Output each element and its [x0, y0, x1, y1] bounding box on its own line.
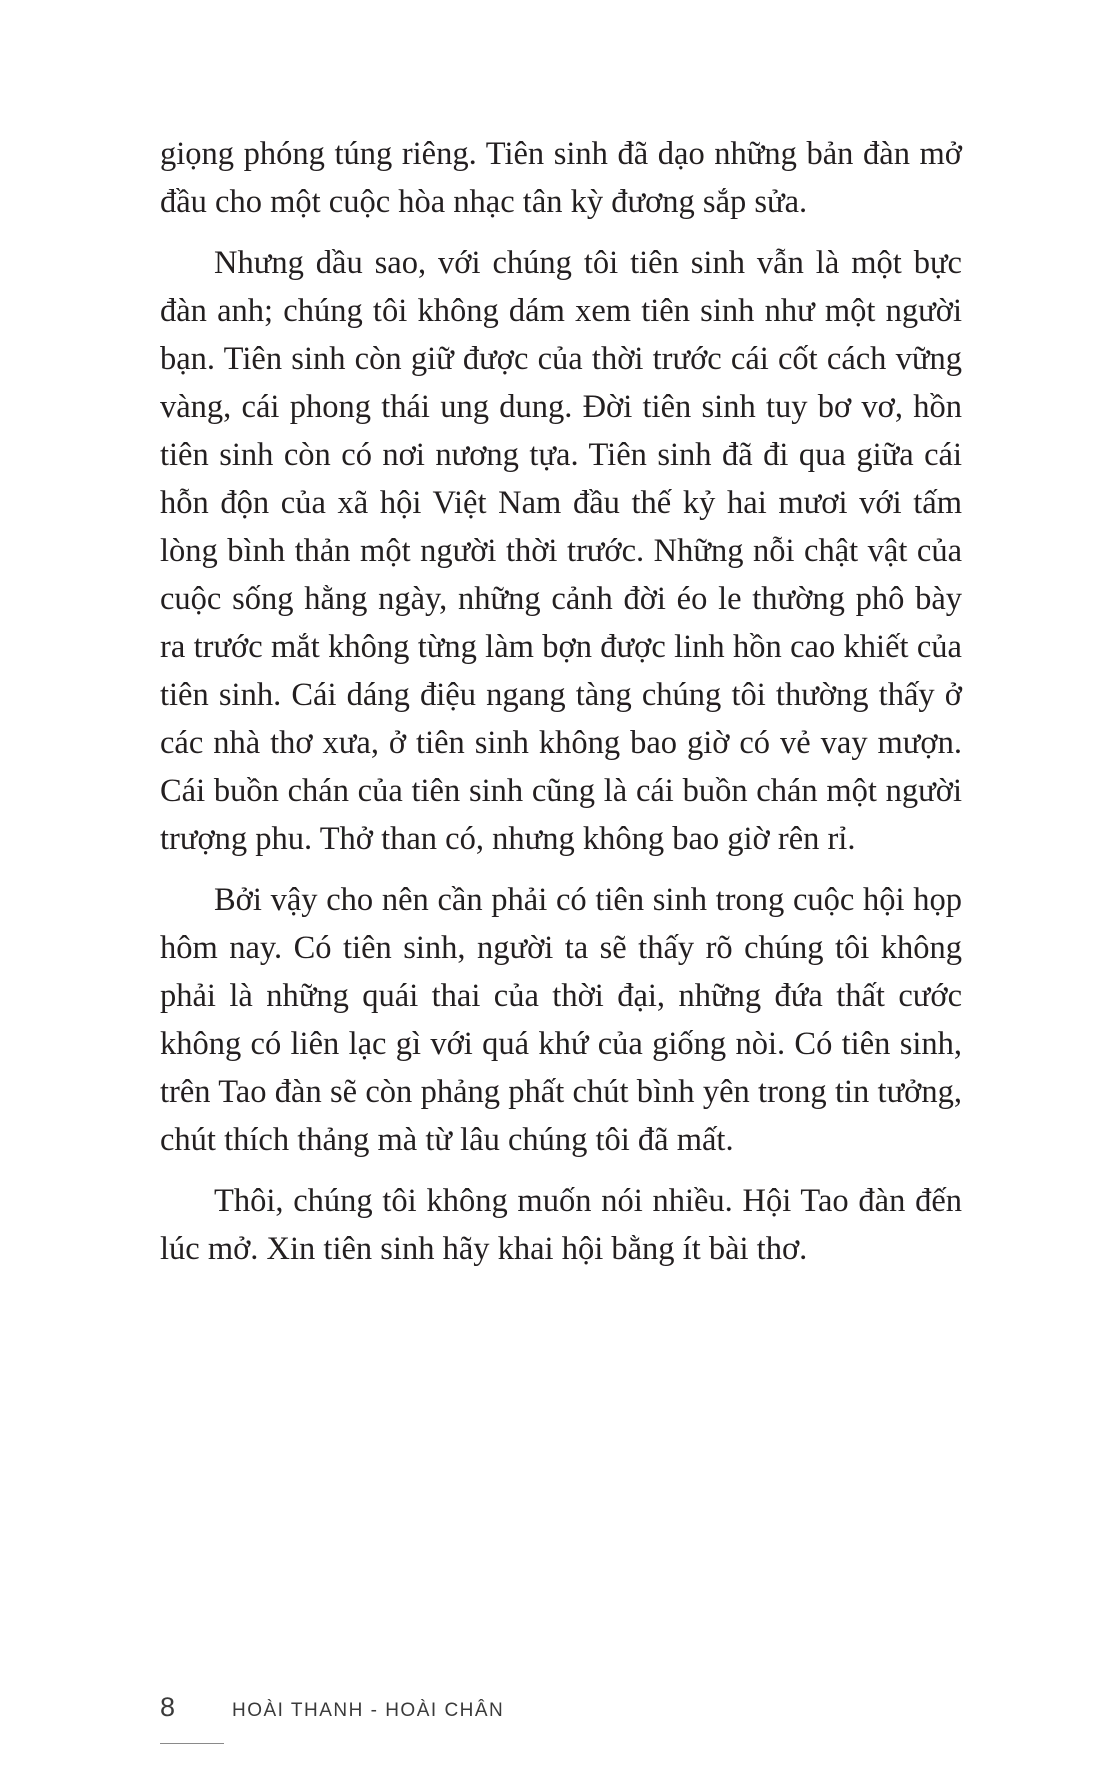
footer-rule: [160, 1743, 224, 1744]
page-number: 8: [160, 1692, 176, 1722]
paragraph-3: Bởi vậy cho nên cần phải có tiên sinh trong cuộc hội họp hôm nay. Có tiên sinh, người ta sẽ thấy rõ chúng tôi không phải là những quái thai của thời đại, những đứa thất cước không có liên lạc gì với quá khứ của giống nòi. Có tiên sinh, trên Tao đàn sẽ còn phảng phất chút bình yên trong tin tưởng, chút thích thảng mà từ lâu chúng tôi đã mất.: [160, 882, 962, 1158]
page-footer: [160, 1692, 504, 1732]
paragraph-2: Nhưng dầu sao, với chúng tôi tiên sinh vẫn là một bực đàn anh; chúng tôi không dám xem tiên sinh như một người bạn. Tiên sinh còn giữ được của thời trước cái cốt cách vững vàng, cái phong thái ung dung. Đời tiên sinh tuy bơ vơ, hồn tiên sinh còn có nơi nương tựa. Tiên sinh đã đi qua giữa cái hỗn độn của xã hội Việt Nam đầu thế kỷ hai mươi với tấm lòng bình thản một người thời trước. Những nỗi chật vật của cuộc sống hằng ngày, những cảnh đời éo le thường phô bày ra trước mắt không từng làm bợn được linh hồn cao khiết của tiên sinh. Cái dáng điệu ngang tàng chúng tôi thường thấy ở các nhà thơ xưa, ở tiên sinh không bao giờ có vẻ vay mượn. Cái buồn chán của tiên sinh cũng là cái buồn chán một người trượng phu. Thở than có, nhưng không bao giờ rên rỉ.: [160, 245, 962, 857]
paragraph-1: giọng phóng túng riêng. Tiên sinh đã dạo những bản đàn mở đầu cho một cuộc hòa nhạc tân kỳ đương sắp sửa.: [160, 136, 962, 220]
body-text: [160, 130, 962, 1286]
paragraph-4: Thôi, chúng tôi không muốn nói nhiều. Hội Tao đàn đến lúc mở. Xin tiên sinh hãy khai hội bằng ít bài thơ.: [160, 1183, 962, 1267]
running-head: HOÀI THANH - HOÀI CHÂN: [232, 1700, 505, 1721]
